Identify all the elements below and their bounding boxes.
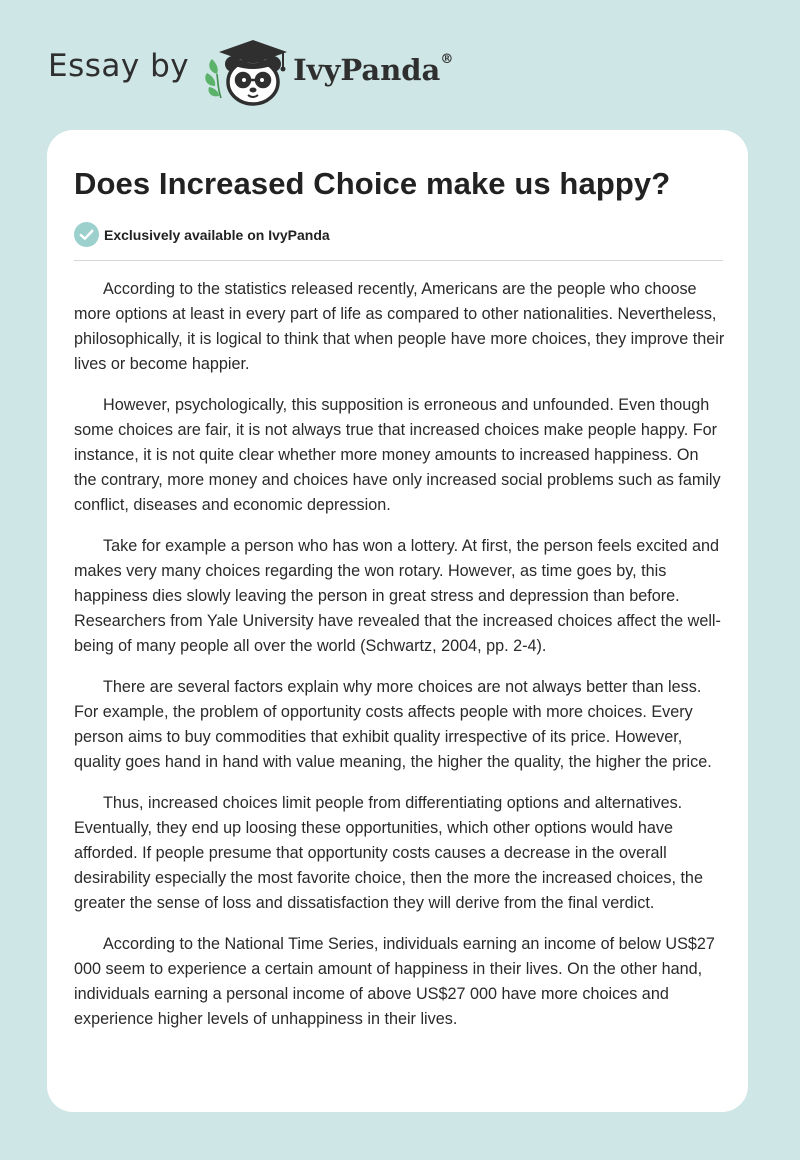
- essay-title: Does Increased Choice make us happy?: [74, 166, 671, 201]
- essay-paragraph: Take for example a person who has won a lottery. At first, the person feels excited and makes very many choices regarding the won rotary. However, as time goes by, this happiness dies slowly leaving the person in great stress and depression than before. Researchers from Yale University have revealed that the increased choices affect the well-being of many people all over the world (Schwartz, 2004, pp. 2-4).: [74, 537, 721, 655]
- site-header: [48, 34, 453, 110]
- panda-graduate-icon[interactable]: [203, 34, 293, 110]
- exclusive-badge: [74, 222, 330, 247]
- essay-paragraph: There are several factors explain why more choices are not always better than less. For example, the problem of opportunity costs affects people with more choices. Every person aims to buy commodities that exhibit quality irrespective of its price. However, quality goes hand in hand with value meaning, the higher the quality, the higher the price.: [74, 678, 712, 771]
- check-circle-icon: [74, 222, 99, 247]
- exclusive-badge-label: Exclusively available on IvyPanda: [104, 226, 330, 243]
- essay-body: [74, 277, 725, 1048]
- essay-paragraph: According to the National Time Series, individuals earning an income of below US$27 000 seem to experience a certain amount of happiness in their lives. On the other hand, individuals earning a personal income of above US$27 000 have more choices and experience higher levels of unhappiness in their lives.: [74, 935, 715, 1028]
- title-divider: [74, 260, 723, 261]
- essay-by-label: Essay by: [48, 48, 190, 84]
- essay-card: [47, 130, 748, 1112]
- essay-paragraph: Thus, increased choices limit people from differentiating options and alternatives. Eventually, they end up loosing these opportunities, which other options would have afforded. If people presume that opportunity costs causes a decrease in the overall desirability especially the most favorite choice, then the more the increased choices, the greater the sense of loss and dissatisfaction they will derive from the final verdict.: [74, 794, 703, 912]
- brand-text: IvyPanda: [293, 53, 441, 87]
- brand-name[interactable]: [293, 53, 453, 87]
- essay-paragraph: However, psychologically, this supposition is erroneous and unfounded. Even though some choices are fair, it is not always true that increased choices make people happy. For instance, it is not quite clear whether more money amounts to increased happiness. On the contrary, more money and choices have only increased social problems such as family conflict, diseases and economic depression.: [74, 396, 721, 514]
- essay-paragraph: According to the statistics released recently, Americans are the people who choose more options at least in every part of life as compared to other nationalities. Nevertheless, philosophically, it is logical to think that when people have more choices, they improve their lives or become happier.: [74, 280, 725, 373]
- registered-mark: ®: [440, 52, 454, 68]
